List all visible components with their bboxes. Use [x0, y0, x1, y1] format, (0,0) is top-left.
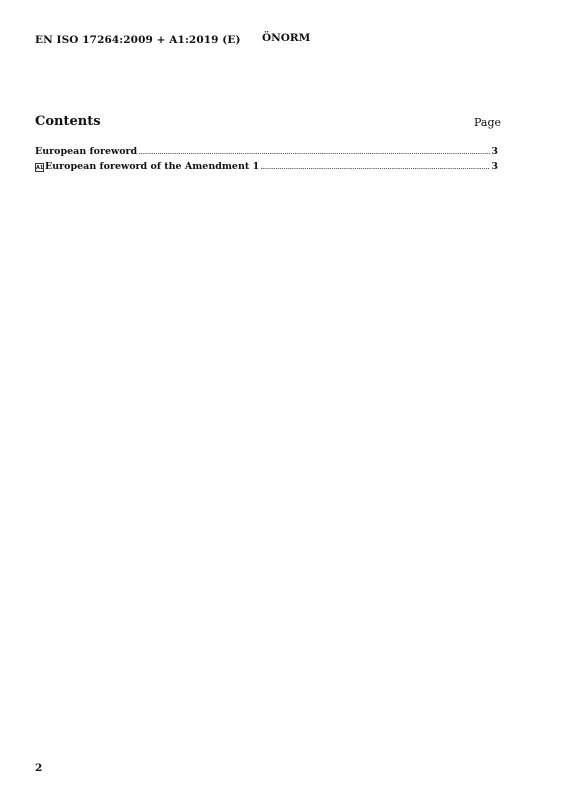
document-identifier: EN ISO 17264:2009 + A1:2019 (E): [35, 34, 241, 46]
contents-heading: Contents: [35, 114, 101, 129]
toc-entry-label: European foreword of the Amendment 1: [45, 161, 260, 172]
toc-entry-label: European foreword: [35, 146, 138, 157]
toc-entry-page: 3: [491, 146, 498, 157]
page-column-label: Page: [474, 116, 502, 129]
toc-leader-dots: [260, 163, 490, 171]
amendment-marker-icon: A1: [36, 165, 44, 171]
toc-leader-dots: [138, 148, 490, 156]
publisher-mark: ÖNORM: [262, 32, 311, 44]
table-of-contents: [35, 146, 498, 175]
toc-entry-amendment-foreword[interactable]: [35, 161, 498, 175]
toc-entry-european-foreword[interactable]: [35, 146, 498, 160]
page-number: 2: [35, 762, 43, 774]
toc-entry-page: 3: [491, 161, 498, 172]
